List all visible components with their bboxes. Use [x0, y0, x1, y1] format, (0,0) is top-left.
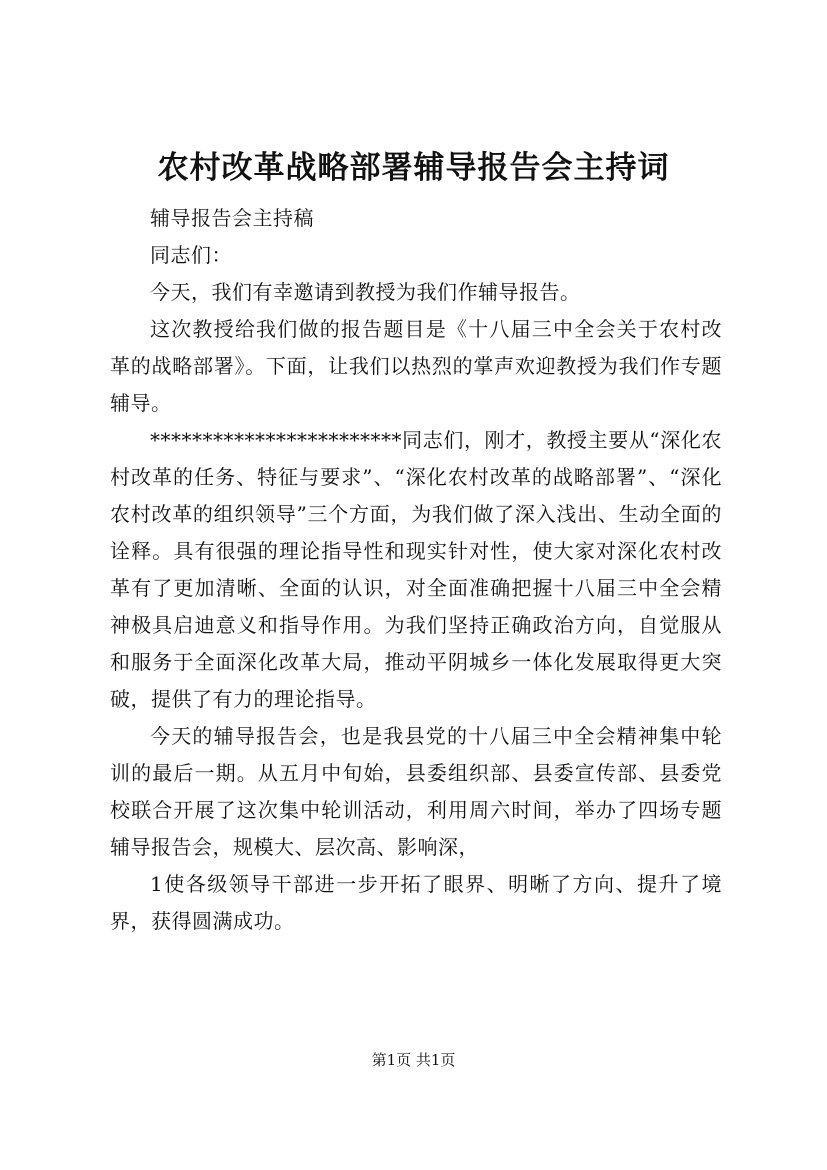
- paragraph-report-topic: 这次教授给我们做的报告题目是《十八届三中全会关于农村改革的战略部署》。下面，让我们以热烈的掌声欢迎教授为我们作专题辅导。: [110, 317, 722, 415]
- paragraph-conclusion: 1使各级领导干部进一步开拓了眼界、明晰了方向、提升了境界，获得圆满成功。: [110, 872, 722, 933]
- document-body: [110, 200, 722, 940]
- page-footer: 第1页 共1页: [371, 1051, 456, 1069]
- paragraph-training: 今天的辅导报告会，也是我县党的十八届三中全会精神集中轮训的最后一期。从五月中旬始，县委组织部、县委宣传部、县委党校联合开展了这次集中轮训活动，利用周六时间，举办了四场专题辅导报告会，规模大、层次高、影响深，: [110, 724, 722, 859]
- document-title: 农村改革战略部署辅导报告会主持词: [157, 150, 670, 186]
- paragraph-salutation: 同志们：: [150, 243, 232, 267]
- paragraph-opening: 今天，我们有幸邀请到教授为我们作辅导报告。: [150, 280, 581, 304]
- paragraph-summary: ************************同志们，刚才，教授主要从“深化农村改革的任务、特征与要求”、“深化农村改革的战略部署”、“深化农村改革的组织领导”三个方面，为我们做了深入浅出、生动全面的诠释。具有很强的理论指导性和现实针对性，使大家对深化农村改革有了更加清晰、全面的认识，对全面准确把握十八届三中全会精神极具启迪意义和指导作用。为我们坚持正确政治方向，自觉服从和服务于全面深化改革大局，推动平阴城乡一体化发展取得更大突破，提供了有力的理论指导。: [110, 428, 722, 711]
- paragraph-subtitle: 辅导报告会主持稿: [150, 206, 314, 230]
